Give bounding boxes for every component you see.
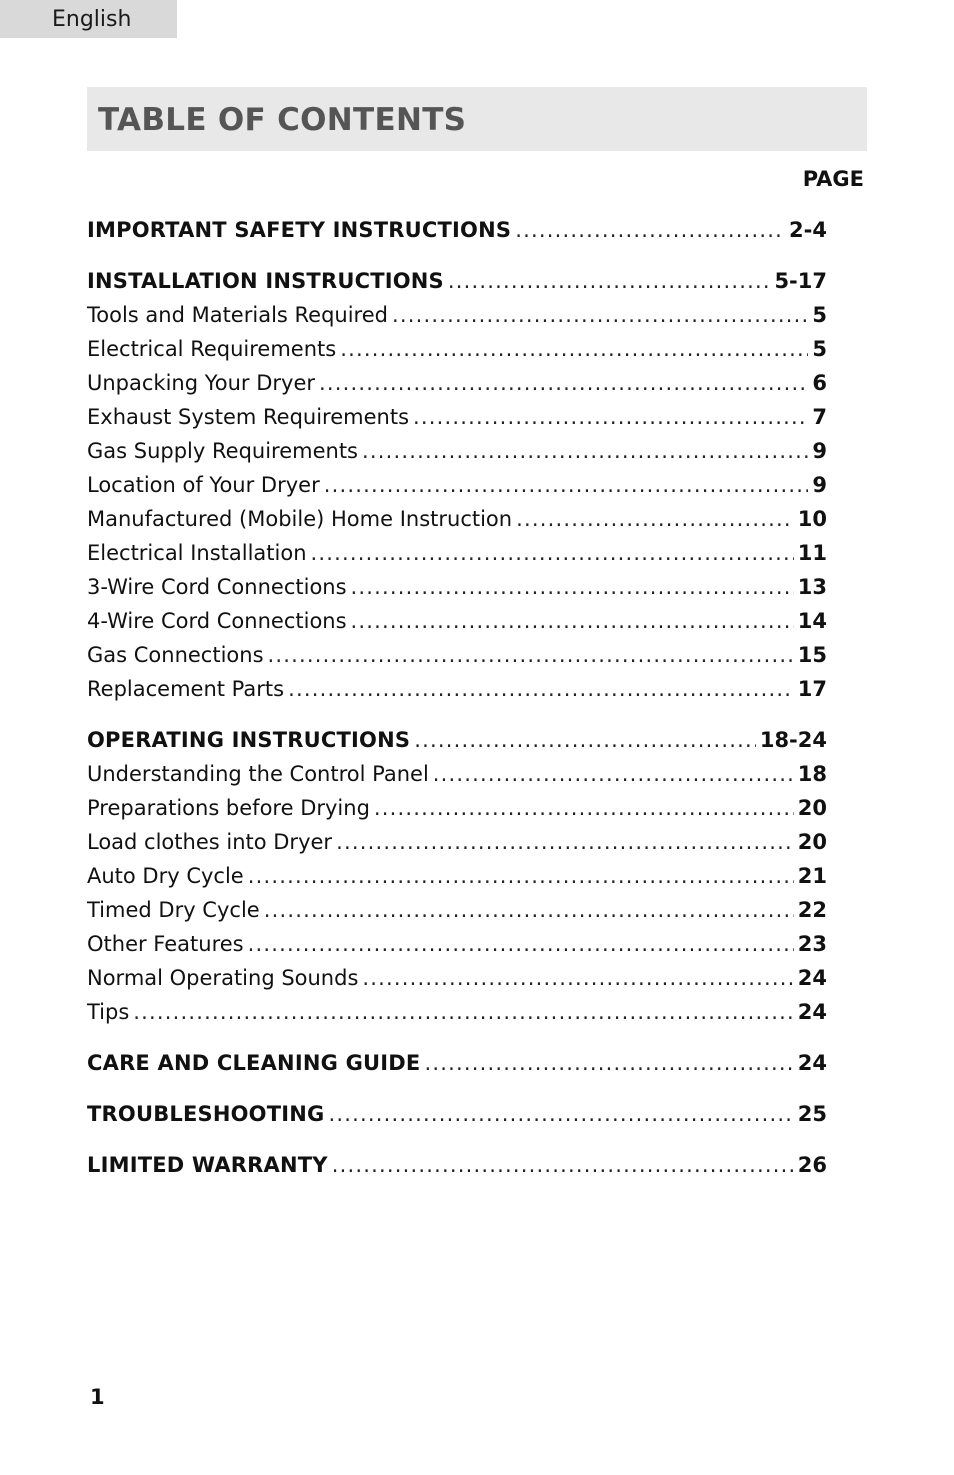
dot-leader: [392, 298, 808, 332]
section-heading: OPERATING INSTRUCTIONS: [87, 728, 411, 752]
dot-leader: [133, 995, 793, 1029]
dot-leader: [414, 723, 756, 757]
page-ref: 5-17: [774, 269, 827, 293]
toc-entry-row: [87, 859, 827, 893]
toc-entry-row: [87, 672, 827, 706]
dot-leader: [340, 332, 808, 366]
page-column-header: PAGE: [802, 167, 864, 191]
toc-entry-row: [87, 995, 827, 1029]
toc-entry-row: [87, 536, 827, 570]
page-ref: 13: [797, 575, 827, 599]
section-gap: [87, 1029, 827, 1046]
page-ref: 26: [797, 1153, 827, 1177]
page-ref: 23: [797, 932, 827, 956]
dot-leader: [424, 1046, 793, 1080]
page-ref: 20: [797, 796, 827, 820]
entry-label: Understanding the Control Panel: [87, 762, 429, 786]
section-gap: [87, 706, 827, 723]
dot-leader: [288, 672, 794, 706]
page-ref: 2-4: [789, 218, 827, 242]
entry-label: Exhaust System Requirements: [87, 405, 410, 429]
toc-entry-row: [87, 927, 827, 961]
dot-leader: [516, 502, 794, 536]
entry-label: Auto Dry Cycle: [87, 864, 244, 888]
entry-label: Gas Supply Requirements: [87, 439, 358, 463]
page-ref: 17: [797, 677, 827, 701]
page-number: 1: [90, 1385, 105, 1409]
entry-label: Other Features: [87, 932, 244, 956]
entry-label: Gas Connections: [87, 643, 264, 667]
toc-entry-row: [87, 502, 827, 536]
entry-label: Electrical Installation: [87, 541, 307, 565]
entry-label: 3-Wire Cord Connections: [87, 575, 347, 599]
page-ref: 18: [797, 762, 827, 786]
toc-entry-row: [87, 757, 827, 791]
entry-label: Manufactured (Mobile) Home Instruction: [87, 507, 513, 531]
dot-leader: [268, 638, 794, 672]
entry-label: Unpacking Your Dryer: [87, 371, 316, 395]
section-gap: [87, 247, 827, 264]
entry-label: Location of Your Dryer: [87, 473, 320, 497]
page-ref: 10: [797, 507, 827, 531]
entry-label: Normal Operating Sounds: [87, 966, 359, 990]
page-ref: 22: [797, 898, 827, 922]
page-ref: 25: [797, 1102, 827, 1126]
dot-leader: [324, 468, 809, 502]
entry-label: 4-Wire Cord Connections: [87, 609, 347, 633]
page-ref: 24: [797, 1051, 827, 1075]
section-heading: TROUBLESHOOTING: [87, 1102, 325, 1126]
toc-section-row: [87, 1046, 827, 1080]
entry-label: Preparations before Drying: [87, 796, 370, 820]
title-bar: [87, 87, 867, 151]
page-ref: 6: [812, 371, 827, 395]
toc-entry-row: [87, 825, 827, 859]
dot-leader: [362, 434, 808, 468]
entry-label: Replacement Parts: [87, 677, 285, 701]
section-heading: INSTALLATION INSTRUCTIONS: [87, 269, 444, 293]
dot-leader: [413, 400, 808, 434]
section-heading: CARE AND CLEANING GUIDE: [87, 1051, 421, 1075]
page-ref: 9: [812, 473, 827, 497]
page-ref: 24: [797, 1000, 827, 1024]
toc-entry-row: [87, 791, 827, 825]
toc-section-row: [87, 264, 827, 298]
toc-entry-row: [87, 434, 827, 468]
dot-leader: [248, 927, 794, 961]
dot-leader: [264, 893, 794, 927]
page-ref: 11: [797, 541, 827, 565]
section-heading: LIMITED WARRANTY: [87, 1153, 328, 1177]
page-ref: 24: [797, 966, 827, 990]
dot-leader: [374, 791, 794, 825]
page-ref: 20: [797, 830, 827, 854]
page-ref: 5: [812, 303, 827, 327]
toc-section-row: [87, 723, 827, 757]
section-heading: IMPORTANT SAFETY INSTRUCTIONS: [87, 218, 512, 242]
toc-entry-row: [87, 366, 827, 400]
section-gap: [87, 1131, 827, 1148]
section-gap: [87, 1080, 827, 1097]
language-tab: English: [0, 0, 177, 38]
toc-entry-row: [87, 893, 827, 927]
dot-leader: [351, 604, 794, 638]
dot-leader: [362, 961, 793, 995]
toc-entry-row: [87, 570, 827, 604]
toc-entry-row: [87, 604, 827, 638]
entry-label: Tips: [87, 1000, 130, 1024]
toc-section-row: [87, 1097, 827, 1131]
page-title: TABLE OF CONTENTS: [98, 102, 467, 138]
dot-leader: [515, 213, 785, 247]
toc-section-row: [87, 1148, 827, 1182]
toc-entry-row: [87, 400, 827, 434]
entry-label: Timed Dry Cycle: [87, 898, 260, 922]
toc-entry-row: [87, 332, 827, 366]
entry-label: Electrical Requirements: [87, 337, 337, 361]
toc-section-row: [87, 213, 827, 247]
dot-leader: [336, 825, 794, 859]
page-ref: 21: [797, 864, 827, 888]
dot-leader: [319, 366, 808, 400]
page-ref: 15: [797, 643, 827, 667]
dot-leader: [433, 757, 794, 791]
dot-leader: [311, 536, 794, 570]
dot-leader: [329, 1097, 794, 1131]
page-ref: 7: [812, 405, 827, 429]
toc-entry-row: [87, 638, 827, 672]
toc-entry-row: [87, 961, 827, 995]
toc-entry-row: [87, 468, 827, 502]
dot-leader: [448, 264, 771, 298]
page-ref: 18-24: [759, 728, 827, 752]
dot-leader: [248, 859, 794, 893]
page-ref: 5: [812, 337, 827, 361]
toc-entry-row: [87, 298, 827, 332]
page-ref: 9: [812, 439, 827, 463]
table-of-contents: [87, 213, 827, 1182]
entry-label: Load clothes into Dryer: [87, 830, 333, 854]
entry-label: Tools and Materials Required: [87, 303, 388, 327]
page-ref: 14: [797, 609, 827, 633]
dot-leader: [351, 570, 794, 604]
dot-leader: [332, 1148, 794, 1182]
